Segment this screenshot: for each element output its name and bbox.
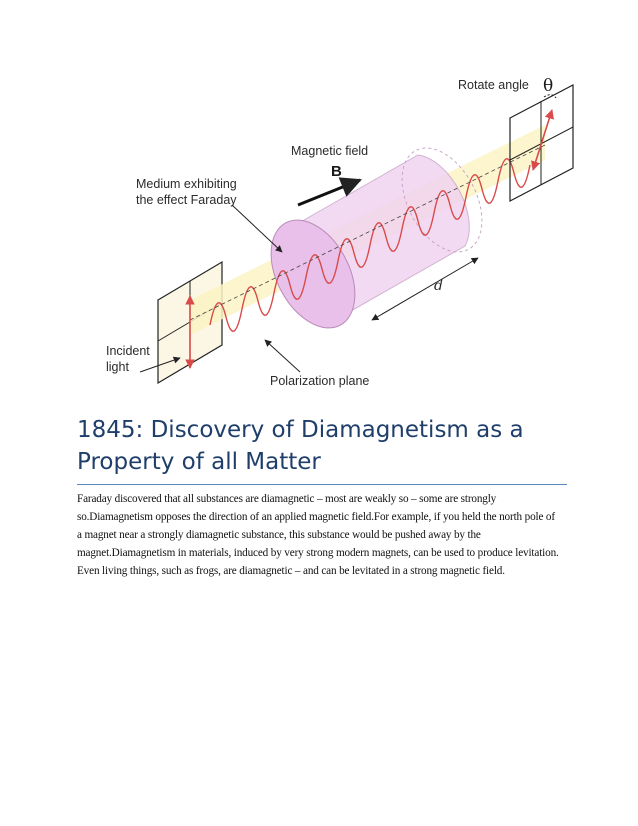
page-title-line2: Property of all Matter — [77, 449, 321, 475]
body-paragraph: Faraday discovered that all substances are diamagnetic – most are weakly so – some are strongly so.Diamagnetism opposes the direction of an applied magnetic field.For example, if you held the north pole of a magnet near a strongly diamagnetic substance, this substance would be pushed away by the magnet.Diamagnetism in materials, induced by very strong modern magnets, can be used to produce levitation. Even living things, such as frogs, are diamagnetic – and can be levitated in a strong magnetic field. — [77, 493, 559, 578]
theta-label: θ — [543, 76, 554, 96]
faraday-effect-diagram — [0, 0, 638, 400]
incident-label-2: light — [106, 360, 129, 374]
page-title-line1: 1845: Discovery of Diamagnetism as a — [77, 417, 524, 443]
medium-leader — [232, 205, 282, 252]
polarization-leader — [265, 340, 300, 372]
medium-label-2: the effect Faraday — [136, 193, 237, 207]
b-label: B — [331, 163, 342, 180]
rotate-angle-label: Rotate angle — [458, 78, 529, 92]
incident-label-1: Incident — [106, 344, 150, 358]
polarization-plane-label: Polarization plane — [270, 374, 370, 388]
title-rule — [77, 484, 567, 485]
medium-label-1: Medium exhibiting — [136, 177, 237, 191]
page-title — [77, 414, 567, 478]
d-label: d — [434, 278, 443, 294]
faraday-effect-svg — [0, 0, 638, 400]
magnetic-field-label: Magnetic field — [291, 144, 369, 158]
medium-cylinder — [254, 135, 498, 343]
